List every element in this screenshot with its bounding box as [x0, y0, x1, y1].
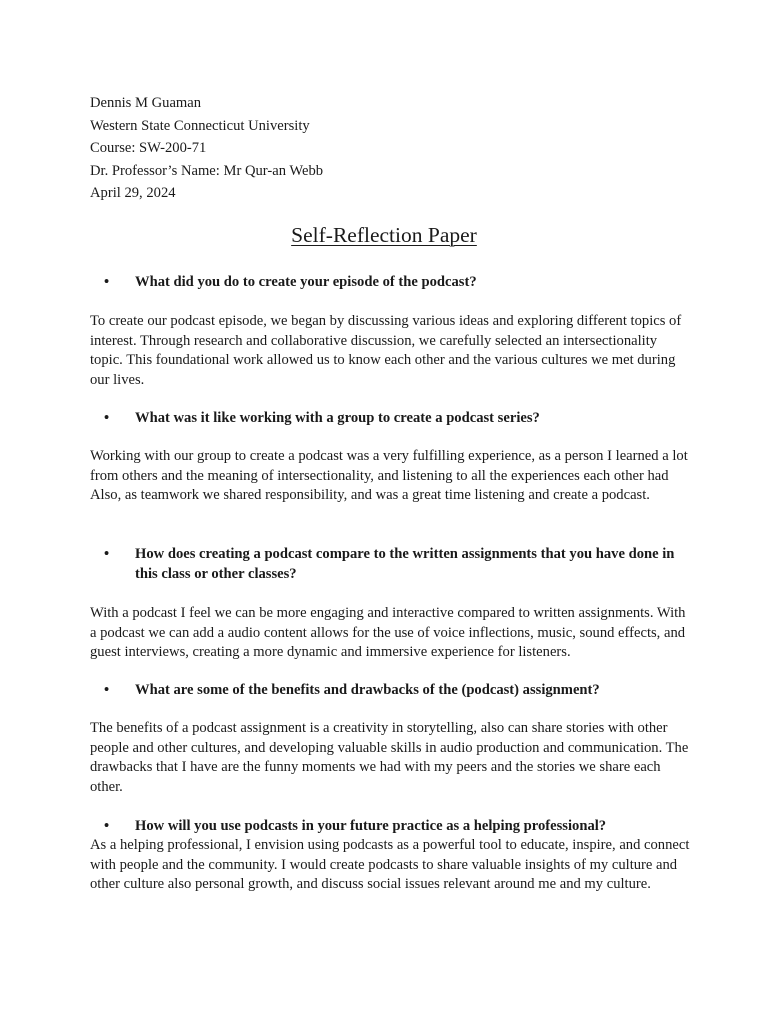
answer-text: As a helping professional, I envision using podcasts as a powerful tool to educate, inspire, and connect with people and the community. I would create podcasts to share valuable insights of my culture and other culture also personal growth, and discuss social issues relevant around me and my culture. [90, 837, 690, 892]
university-name: Western State Connecticut University [90, 117, 310, 134]
section-4 [90, 680, 690, 797]
section-3 [90, 544, 690, 663]
question-text: What was it like working with a group to create a podcast series? [135, 410, 540, 426]
bullet-icon: • [104, 818, 110, 834]
question-text: How does creating a podcast compare to the written assignments that you have done in this class or other classes? [135, 546, 675, 582]
document-header [90, 92, 323, 205]
answer-text: Working with our group to create a podcast was a very fulfilling experience, as a person I learned a lot from others and the meaning of intersectionality, and listening to all the experiences each other had Also, as teamwork we shared responsibility, and was a great time listening and create a podcast. [90, 448, 688, 503]
section-1 [90, 272, 690, 390]
answer-text: The benefits of a podcast assignment is a creativity in storytelling, also can share stories with other people and other cultures, and developing valuable skills in audio production and communication. The drawbacks that I have are the funny moments we had with my peers and the stories we share each other. [90, 720, 689, 795]
author-name: Dennis M Guaman [90, 95, 202, 111]
question-text: What did you do to create your episode of the podcast? [135, 274, 477, 290]
bullet-icon: • [104, 274, 110, 290]
course-code: Course: SW-200-71 [90, 140, 207, 156]
answer-text: To create our podcast episode, we began by discussing various ideas and exploring different topics of interest. Through research and collaborative discussion, we carefully selected an intersectionality topic. This foundational work allowed us to know each other and the various cultures we met during our lives. [90, 313, 682, 388]
section-question [90, 408, 690, 428]
section-question [90, 680, 690, 700]
bullet-icon: • [104, 410, 110, 426]
answer-text: With a podcast I feel we can be more engaging and interactive compared to written assignments. With a podcast we can add a audio content allows for the use of voice inflections, music, sound effects, and guest interviews, creating a more dynamic and immersive experience for listeners. [90, 605, 686, 660]
professor-name: Dr. Professor’s Name: Mr Qur-an Webb [90, 162, 324, 179]
section-2 [90, 408, 690, 506]
section-question [90, 272, 690, 292]
document-date: April 29, 2024 [90, 185, 176, 201]
section-question [90, 816, 690, 836]
section-question [90, 544, 690, 584]
page-title: Self-Reflection Paper [291, 223, 477, 247]
question-text: What are some of the benefits and drawbacks of the (podcast) assignment? [135, 682, 600, 698]
question-text: How will you use podcasts in your future practice as a helping professional? [135, 818, 607, 834]
section-5 [90, 816, 690, 895]
bullet-icon: • [104, 682, 110, 698]
bullet-icon: • [104, 546, 110, 562]
